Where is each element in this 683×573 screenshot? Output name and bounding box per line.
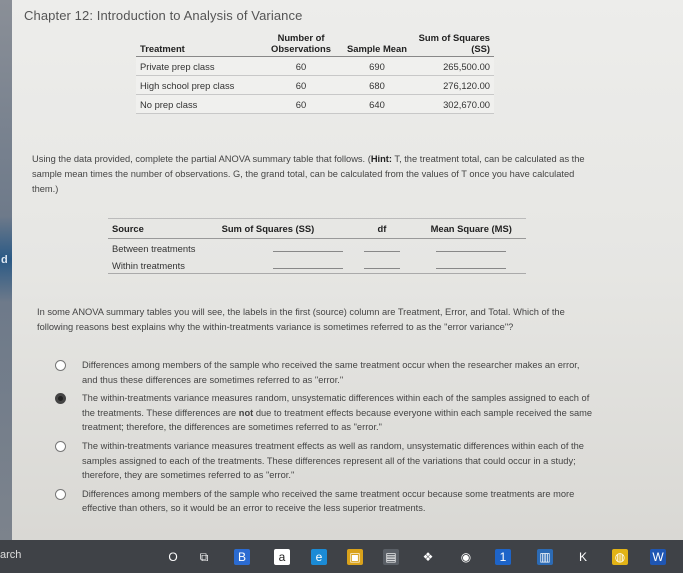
anova-summary-table [108,218,526,274]
treatment-cell: High school prep class [136,76,262,95]
bing-icon[interactable]: B [234,549,250,565]
observations-cell: 60 [262,95,340,114]
chart-app-icon[interactable]: ▥ [537,549,553,565]
left-edge-letter: d [1,254,8,266]
mean-cell: 680 [340,76,414,95]
store-icon[interactable]: ▤ [383,549,399,565]
radio-button[interactable] [55,489,66,500]
within-ms-input[interactable] [416,256,526,274]
treatment-cell: No prep class [136,95,262,114]
option-text: Differences among members of the sample who received the same treatment occur when the researcher makes an error, and thus these differences are sometimes referred to as "error." [82,360,580,385]
between-df-input[interactable] [347,239,416,257]
between-ms-input[interactable] [416,239,526,257]
instructions-text [32,152,592,197]
cortana-icon[interactable]: O [165,549,181,565]
search-box[interactable]: arch [0,549,22,561]
table-row [108,239,526,257]
left-window-edge [0,0,12,540]
table-row [108,256,526,274]
within-ss-input[interactable] [218,256,348,274]
table-row [136,76,494,95]
instructions-lead: Using the data provided, complete the partial ANOVA summary table that follows. ( [32,154,371,164]
ss-cell: 265,500.00 [414,57,494,76]
radio-button-selected[interactable] [55,393,66,404]
header-treatment: Treatment [136,30,262,57]
option-text: Differences among members of the sample who received the same treatment occur because some treatments are more effective than others, so it would be an error to receive the less superior treatments. [82,488,575,514]
header-sum-of-squares: Sum of Squares (SS) [414,30,494,57]
calendar-icon[interactable]: 1 [495,549,511,565]
chrome-icon[interactable]: ◍ [612,549,628,565]
option-text: The within-treatments variance measures random, unsystematic differences within each of the samples assigned to each of the treatments. These differences are not due to treatment effects because everyone within each sample received the same treatment; therefore, the differences are sometimes referred to as "error." [82,393,593,433]
task-view-icon[interactable]: ⧉ [196,549,212,565]
observations-cell: 60 [262,57,340,76]
table-row [136,57,494,76]
header-observations: Number of Observations [262,30,340,57]
anova-source-cell: Between treatments [112,242,196,254]
radio-button[interactable] [55,360,66,371]
answer-option-3[interactable] [52,439,597,483]
word-icon[interactable]: W [650,549,666,565]
answer-option-1[interactable] [52,358,597,387]
hint-label: Hint: [370,154,392,164]
hint-text: T, the treatment total, can be calculated as the sample mean times the number of observations. G, the grand total, can be calculated from the values of T once you have calculated them.) [32,154,585,194]
camera-icon[interactable]: ◉ [458,549,474,565]
anova-header-ss: Sum of Squares (SS) [218,219,348,239]
dropbox-icon[interactable]: ❖ [420,549,436,565]
k-app-icon[interactable]: K [575,549,591,565]
option-text: The within-treatments variance measures treatment effects as well as random, unsystematic differences within each of the samples assigned to each of the treatments. These differences represent all of the variations that could occur in a study; therefore, they are sometimes referred to as "error." [82,440,584,481]
answer-option-2[interactable] [52,391,597,435]
ss-cell: 302,670.00 [414,95,494,114]
treatment-data-table [136,30,494,114]
taskbar [0,540,683,573]
question-text: In some ANOVA summary tables you will see, the labels in the first (source) column are Treatment, Error, and Total. Which of the following reasons best explains why the within-treatments variance is sometimes referred to as the "error variance"? [37,307,565,332]
anova-header-source: Source [108,219,218,239]
textbook-page [12,0,683,540]
anova-source-cell: Within treatments [108,256,218,274]
answer-options [52,358,597,520]
mean-cell: 640 [340,95,414,114]
photos-icon[interactable]: ▣ [347,549,363,565]
observations-cell: 60 [262,76,340,95]
mean-cell: 690 [340,57,414,76]
amazon-icon[interactable]: a [274,549,290,565]
header-sample-mean: Sample Mean [340,30,414,57]
treatment-cell: Private prep class [136,57,262,76]
table-row [136,95,494,114]
answer-option-4[interactable] [52,487,597,516]
chapter-title: Chapter 12: Introduction to Analysis of Variance [24,8,303,23]
anova-header-ms: Mean Square (MS) [416,219,526,239]
anova-header-df: df [347,219,416,239]
ss-cell: 276,120.00 [414,76,494,95]
between-ss-input[interactable] [218,239,348,257]
within-df-input[interactable] [347,256,416,274]
edge-icon[interactable]: e [311,549,327,565]
radio-button[interactable] [55,441,66,452]
